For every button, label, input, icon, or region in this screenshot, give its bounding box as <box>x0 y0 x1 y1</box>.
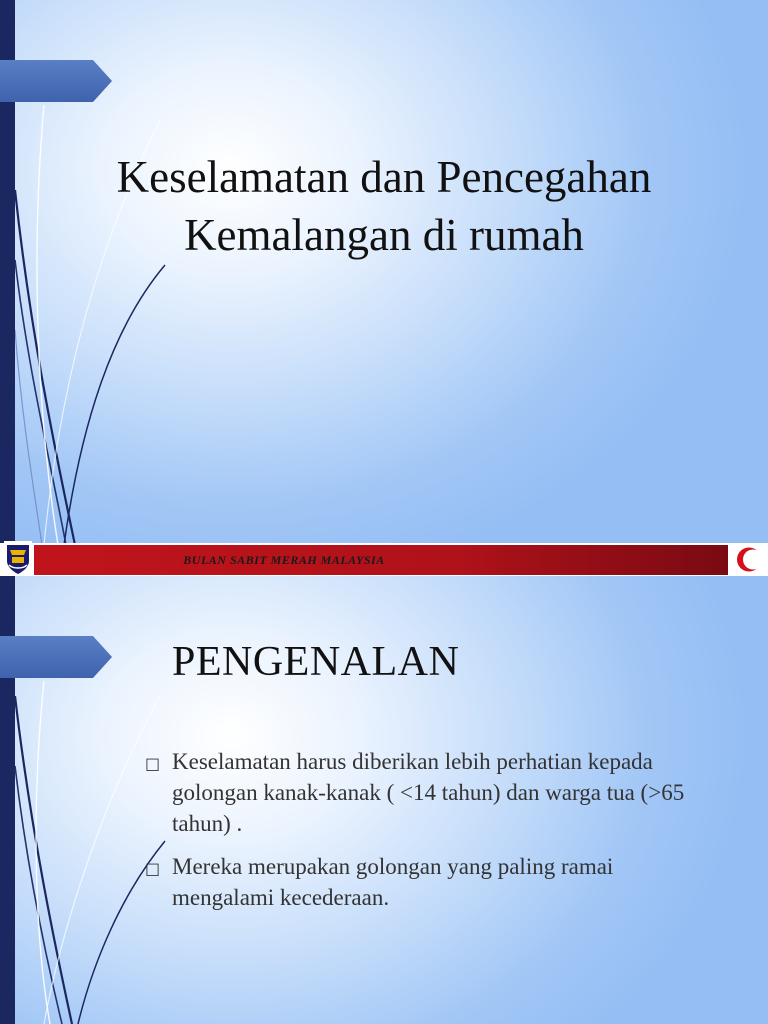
accent-tab-arrow <box>0 60 112 102</box>
bullet-text: Keselamatan harus diberikan lebih perhatian kepada golongan kanak-kanak ( <14 tahun) dan warga tua (>65 tahun) . <box>172 749 685 836</box>
bullet-list <box>145 746 685 925</box>
footer-text: BULAN SABIT MERAH MALAYSIA <box>183 553 385 567</box>
slide-title <box>0 148 768 264</box>
red-crescent-icon <box>732 543 766 576</box>
accent-tab-arrow <box>0 636 112 678</box>
section-heading: PENGENALAN <box>172 639 460 685</box>
bullet-square-icon: □ <box>145 754 161 773</box>
list-item <box>145 746 685 839</box>
bullet-square-icon: □ <box>145 859 161 878</box>
university-crest-icon <box>4 541 32 576</box>
title-line-2: Kemalangan di rumah <box>184 210 584 260</box>
slide-2 <box>0 576 768 1024</box>
title-line-1: Keselamatan dan Pencegahan <box>116 152 652 202</box>
bullet-text: Mereka merupakan golongan yang paling ramai mengalami kecederaan. <box>172 854 614 910</box>
list-item <box>145 851 685 913</box>
